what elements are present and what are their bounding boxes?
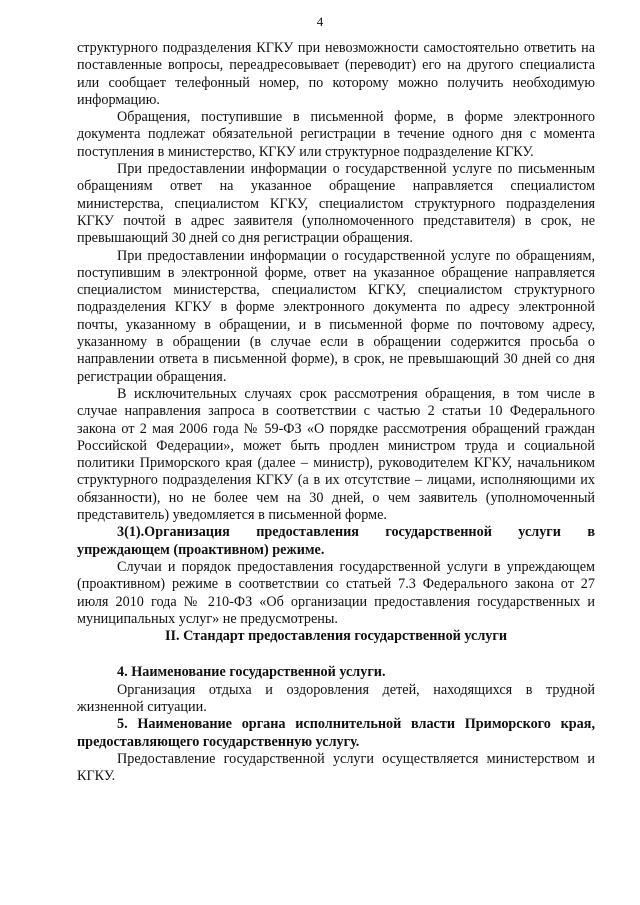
section-5-text: Предоставление государственной услуги осуществляется министерством и КГКУ. xyxy=(77,750,595,785)
page-number: 4 xyxy=(316,14,324,29)
paragraph-registration: Обращения, поступившие в письменной форме, в форме электронного документа подлежат обязательной регистрации в течение одного дня с момента поступления в министерство, КГКУ или структурное подразделение КГКУ. xyxy=(77,109,595,160)
paragraph-written-response: При предоставлении информации о государственной услуге по письменным обращениям ответ на указанное обращение направляется специалистом министерства, специалистом КГКУ, специалистом структурного подразделения КГКУ почтой в адрес заявителя (уполномоченного представителя) в срок, не превышающий 30 дней со дня регистрации обращения. xyxy=(77,161,595,247)
paragraph-extension: В исключительных случаях срок рассмотрения обращения, в том числе в случае направления запроса в соответствии с частью 2 статьи 10 Федерального закона от 2 мая 2006 года № 59-ФЗ «О порядке рассмотрения обращений граждан Российской Федерации», может быть продлен министром труда и социальной политики Приморского края (далее – министр), руководителем КГКУ, начальником структурного подразделения КГКУ (а в их отсутствие – лицами, исполняющими их обязанности), но не более чем на 30 дней, о чем заявитель (уполномоченный представитель) уведомляется в письменной форме. xyxy=(77,385,595,524)
document-body xyxy=(77,40,595,785)
section-4-heading: 4. Наименование государственной услуги. xyxy=(117,664,386,681)
section-3-1-heading: 3(1).Организация предоставления государственной услуги в упреждающем (проактивном) режиме. xyxy=(77,524,595,558)
section-5-heading: 5. Наименование органа исполнительной власти Приморского края, предоставляющего государственную услугу. xyxy=(77,716,595,750)
section-3-1-text: Случаи и порядок предоставления государственной услуги в упреждающем (проактивном) режиме в соответствии со статьей 7.3 Федерального закона от 27 июля 2010 года № 210-ФЗ «Об организации предоставления государственных и муниципальных услуг» не предусмотрены. xyxy=(77,558,595,627)
section-4-text: Организация отдыха и оздоровления детей, находящихся в трудной жизненной ситуации. xyxy=(77,681,595,715)
paragraph-referral: структурного подразделения КГКУ при невозможности самостоятельно ответить на поставленные вопросы, переадресовывает (переводит) его на другого специалиста или сообщает телефонный номер, по которому можно получить необходимую информацию. xyxy=(77,40,595,108)
paragraph-electronic-response: При предоставлении информации о государственной услуге по обращениям, поступившим в электронной форме, ответ на указанное обращение направляется специалистом министерства, специалистом КГКУ, специалистом структурного подразделения КГКУ в форме электронного документа по адресу электронной почты, указанному в обращении, и в письменной форме по почтовому адресу, указанному в обращении (в случае если в обращении содержится просьба о направлении ответа в письменной форме), в срок, не превышающий 30 дней со дня регистрации обращения. xyxy=(77,247,595,385)
section-ii-heading: II. Стандарт предоставления государственной услуги xyxy=(164,628,508,645)
